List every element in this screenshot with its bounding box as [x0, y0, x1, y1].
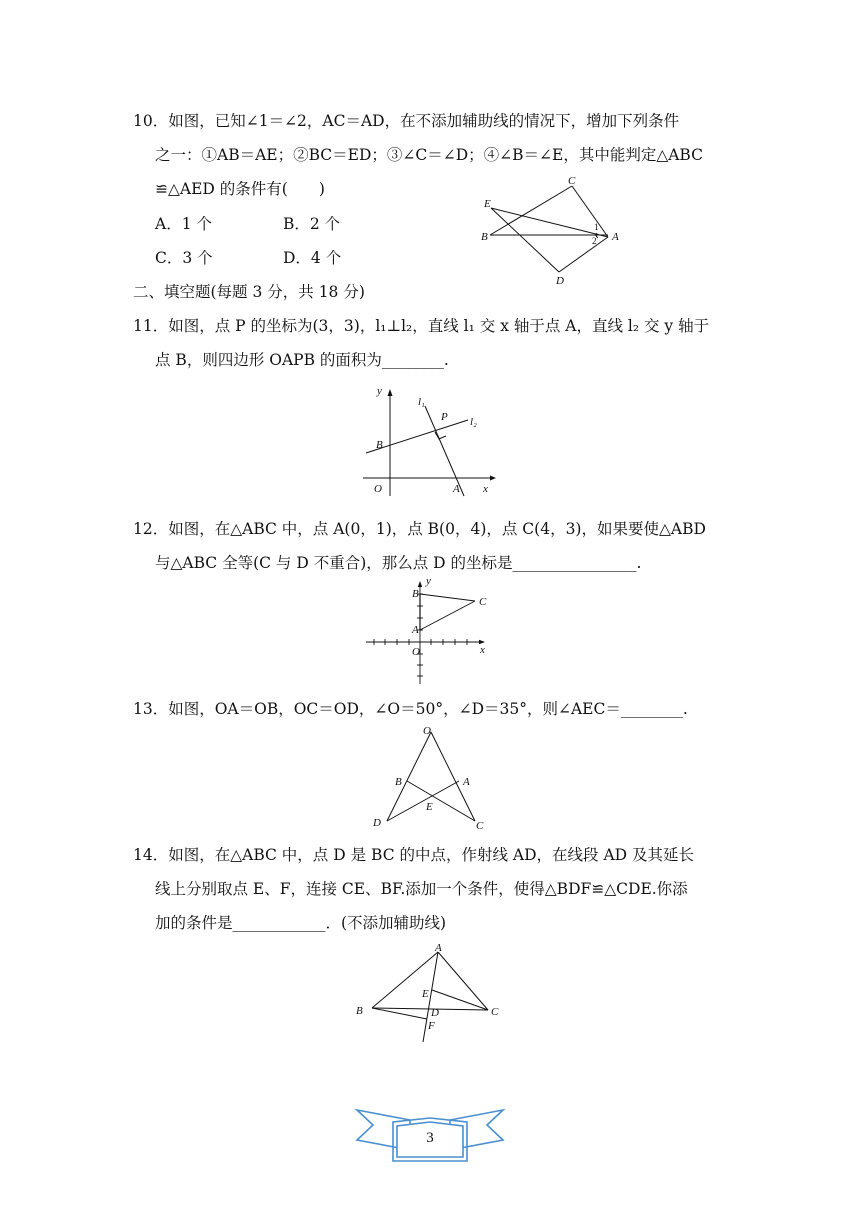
q10-label-c: C	[568, 175, 576, 187]
q14-label-b: B	[356, 1005, 363, 1017]
q13-figure	[368, 722, 498, 834]
q12-label-b: B	[412, 588, 419, 600]
q10-label-d: D	[556, 275, 564, 287]
q11-line1: 11．如图，点 P 的坐标为(3，3)，l₁⊥l₂，直线 l₁ 交 x 轴于点 A，直线 l₂ 交 y 轴于	[133, 317, 710, 335]
q10-option-c: C．3 个	[155, 249, 213, 267]
q10-figure	[470, 172, 630, 287]
q12-line2: 与△ABC 全等(C 与 D 不重合)，那么点 D 的坐标是________________.	[155, 554, 642, 572]
q14-figure	[350, 940, 510, 1048]
q12-label-a: A	[412, 624, 419, 636]
q12-label-o: O	[412, 646, 420, 658]
q13-label-a: A	[463, 776, 470, 788]
q12-figure	[362, 576, 492, 688]
q10-line2: 之一：①AB＝AE；②BC＝ED；③∠C＝∠D；④∠B＝∠E，其中能判定△ABC	[155, 146, 703, 164]
q11-label-l1: l₁	[418, 396, 425, 408]
q10-label-a: A	[612, 231, 619, 243]
q13-label-e: E	[426, 801, 433, 813]
q11-label-y: y	[377, 385, 382, 397]
q13-label-c: C	[476, 820, 484, 832]
q11-label-p: P	[441, 411, 448, 423]
q12-label-x: x	[480, 644, 485, 656]
q10-option-b: B．2 个	[283, 215, 341, 233]
q12-label-y: y	[426, 575, 431, 587]
q11-label-o: O	[374, 483, 382, 495]
q10-line3: ≌△AED 的条件有( )	[155, 180, 325, 198]
q14-line2: 线上分别取点 E、F，连接 CE、BF.添加一个条件，使得△BDF≌△CDE.你添	[155, 880, 688, 898]
q11-label-l2: l₂	[470, 416, 477, 428]
q14-label-f: F	[428, 1020, 435, 1032]
q10-label-e: E	[484, 198, 491, 210]
section-heading-fill-in: 二、填空题(每题 3 分，共 18 分)	[133, 283, 365, 301]
q10-label-1: 1	[594, 222, 599, 232]
q11-label-a: A	[453, 483, 460, 495]
page-number: 3	[426, 1130, 434, 1146]
q10-label-b: B	[481, 231, 488, 243]
q13-line1: 13．如图，OA＝OB，OC＝OD，∠O＝50°，∠D＝35°，则∠AEC＝________.	[133, 700, 688, 718]
q14-label-e: E	[422, 988, 429, 1000]
q11-label-x: x	[483, 483, 488, 495]
q12-line1: 12．如图，在△ABC 中，点 A(0，1)，点 B(0，4)，点 C(4，3)，如果要使△ABD	[133, 520, 706, 538]
q11-label-b: B	[376, 439, 383, 451]
q11-line2: 点 B，则四边形 OAPB 的面积为________.	[155, 351, 449, 369]
q12-label-c: C	[479, 596, 487, 608]
q14-label-c: C	[491, 1006, 499, 1018]
q14-label-a: A	[435, 942, 442, 954]
q10-option-d: D．4 个	[283, 249, 342, 267]
q11-figure	[360, 380, 500, 498]
q14-label-d: D	[431, 1007, 439, 1019]
q14-line3: 加的条件是____________．(不添加辅助线)	[155, 914, 447, 932]
q14-line1: 14．如图，在△ABC 中，点 D 是 BC 的中点，作射线 AD，在线段 AD 及其延长	[133, 846, 694, 864]
q10-option-a: A．1 个	[155, 215, 212, 233]
q10-label-2: 2	[592, 236, 597, 246]
q13-label-o: O	[423, 725, 431, 737]
q13-label-d: D	[373, 817, 381, 829]
q13-label-b: B	[395, 776, 402, 788]
q10-line1: 10．如图，已知∠1＝∠2，AC＝AD，在不添加辅助线的情况下，增加下列条件	[133, 112, 680, 130]
